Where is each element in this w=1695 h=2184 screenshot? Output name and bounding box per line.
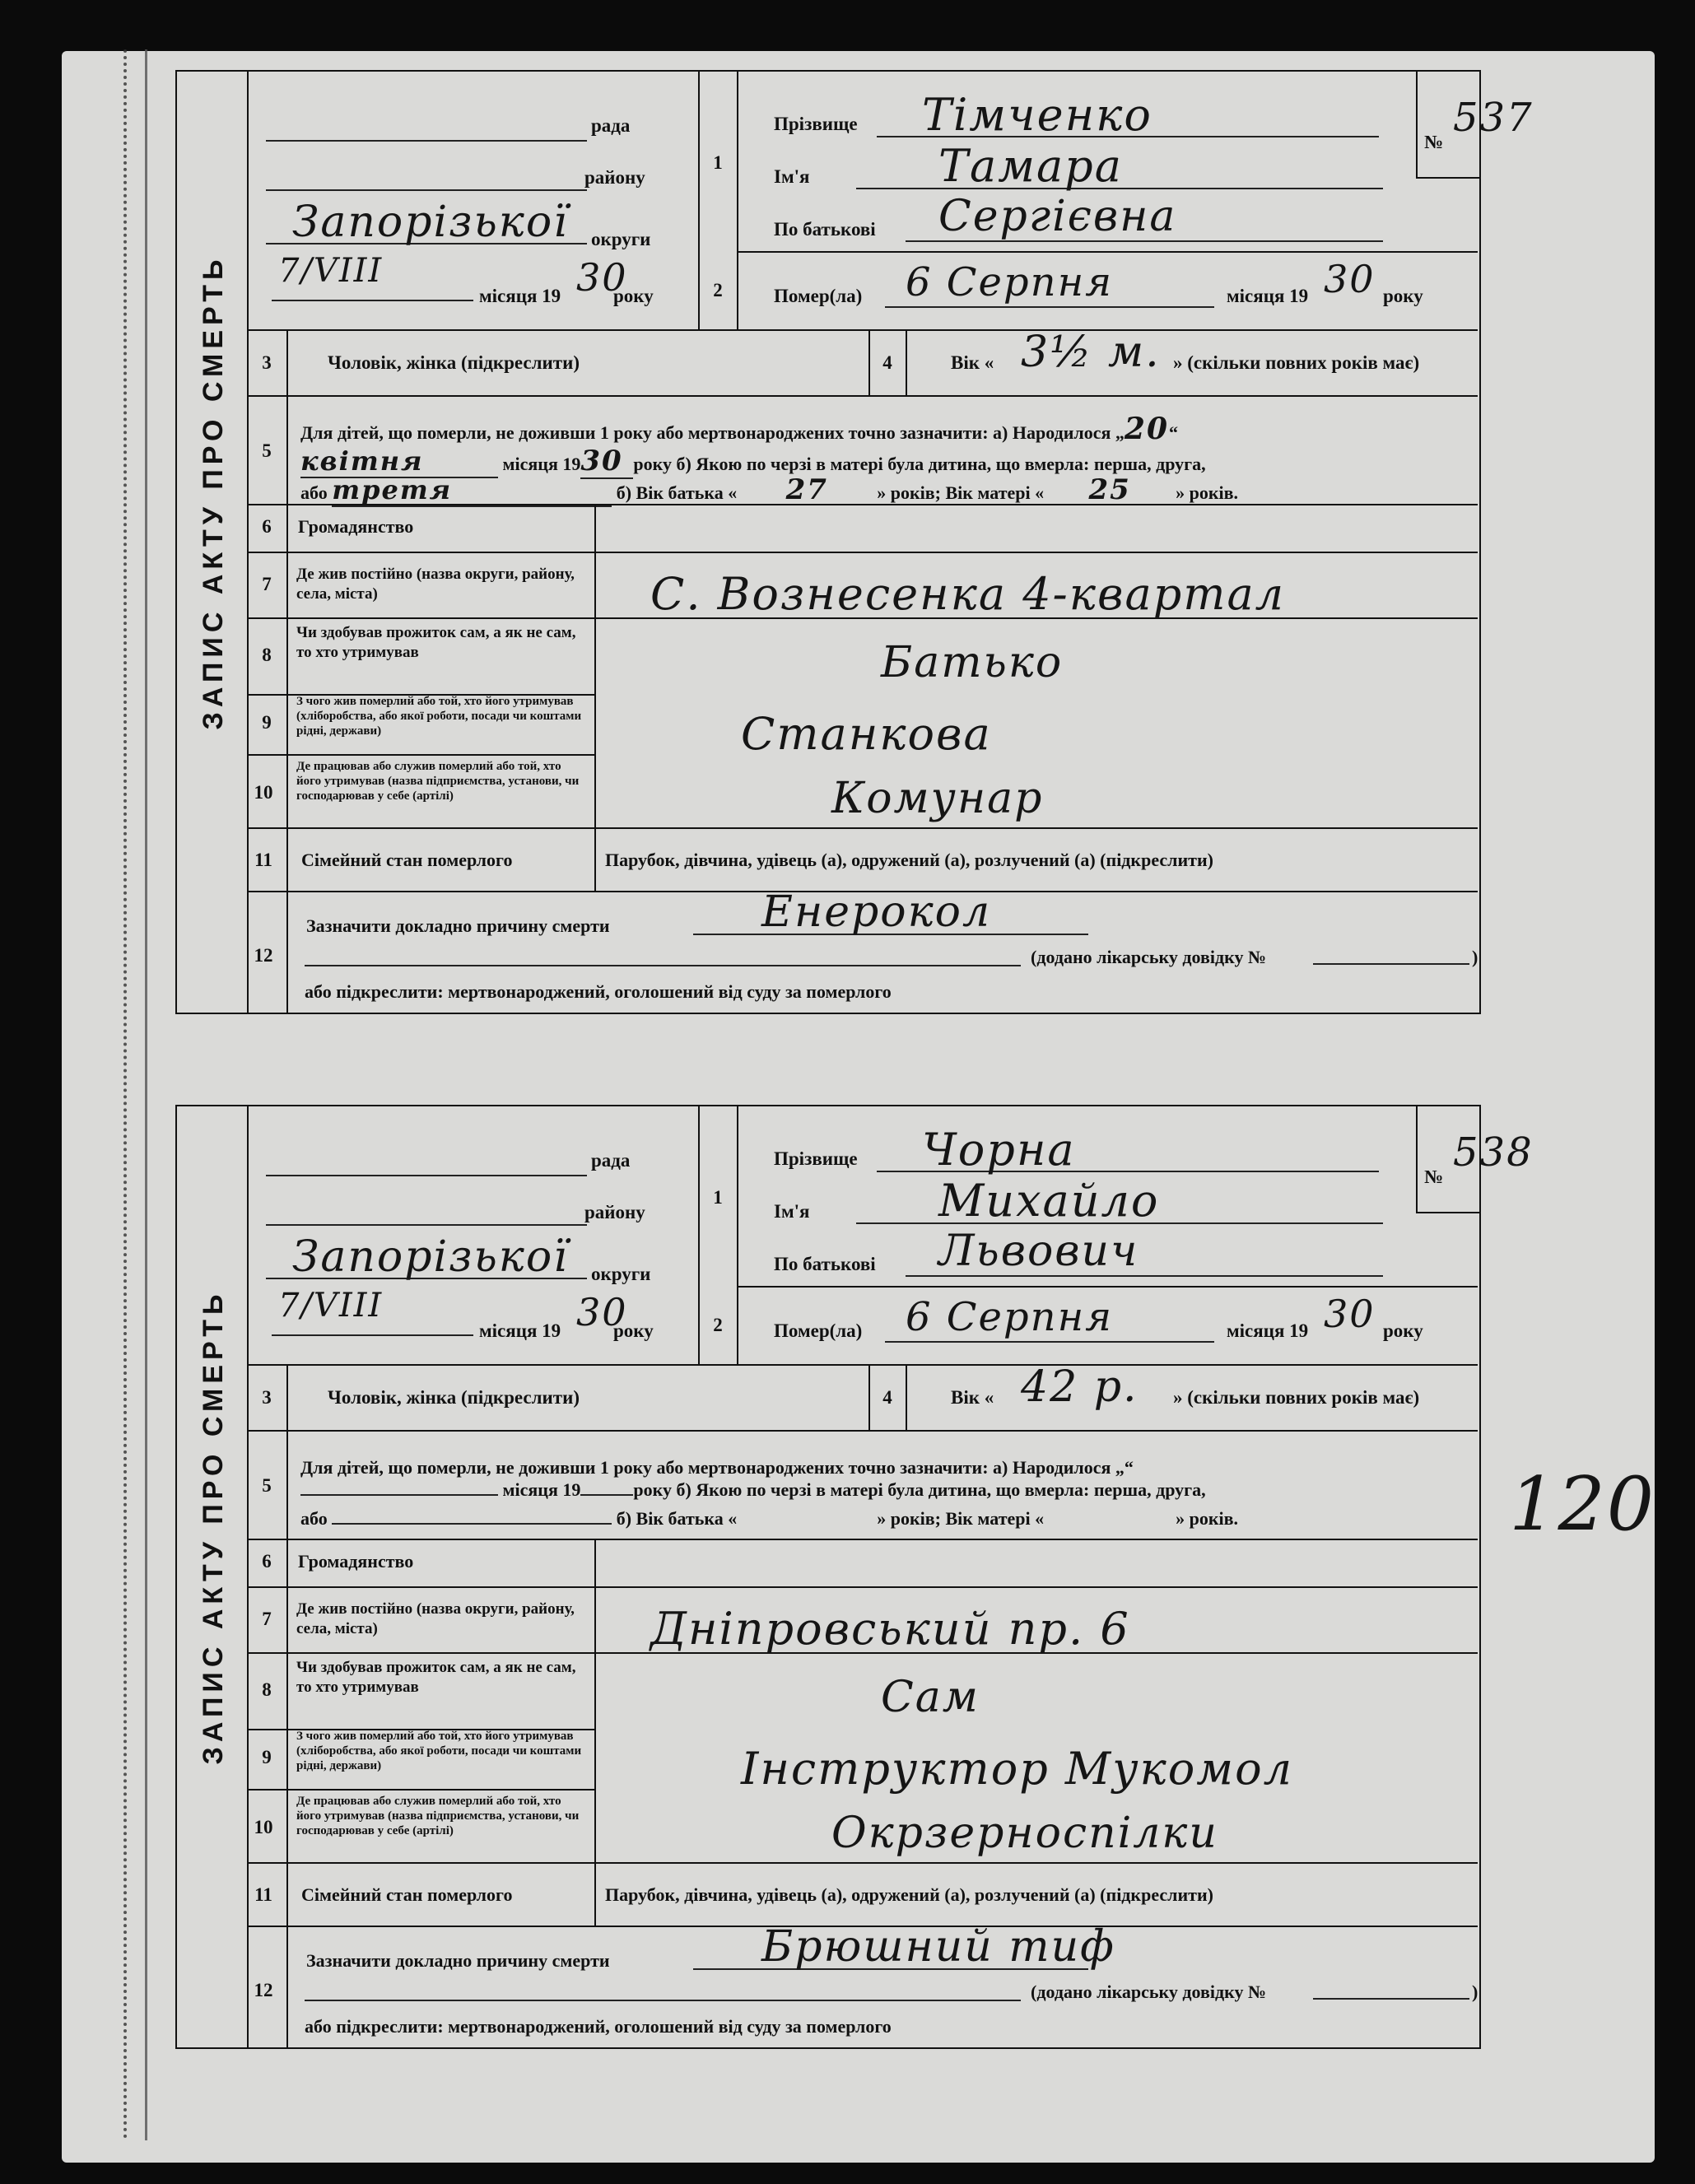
table-rule (247, 1789, 594, 1791)
support-value: Сам (881, 1673, 980, 1722)
table-rule (737, 1286, 1478, 1288)
row-number: 2 (713, 1315, 723, 1335)
marital-options: Парубок, дівчина, удівець (а), одружений (а), розлучений (а) (підкреслити) (605, 1884, 1213, 1905)
table-rule (247, 1586, 1478, 1588)
table-rule (247, 395, 1478, 397)
row-number: 12 (254, 1980, 273, 2000)
table-rule (737, 1105, 738, 1364)
stillborn-label: або підкреслити: мертвонароджений, оголошений від суду за померлого (305, 981, 892, 1002)
rayonu-label: району (584, 167, 645, 188)
fill-line (305, 2000, 1021, 2001)
born-day: 20 (1124, 412, 1170, 446)
binding-edge (123, 49, 147, 2140)
row-number: 3 (262, 352, 272, 373)
cause-label: Зазначити докладно причину смерти (306, 915, 610, 936)
r5-line1: Для дітей, що померли, не доживши 1 року або мертвонароджених точно зазначити: а) Народилося „“ (300, 1457, 1134, 1478)
workplace-label: Де працював або служив померлий або той, хто його утримував (назва підприємства, установи, чи господарював у себе (артілі) (296, 760, 580, 803)
row-number: 6 (262, 516, 272, 537)
number-label: № (1424, 1167, 1444, 1187)
table-rule (906, 1364, 907, 1430)
livelihood-label: З чого жив померлий або той, хто його утримував (хліборобства, або якої роботи, посади чи коштами рідні, держави) (296, 695, 582, 738)
row-number: 7 (262, 1609, 272, 1629)
birth-order (332, 1523, 612, 1525)
patronymic-label: По батькові (774, 219, 876, 240)
surname-value: Тімченко (922, 89, 1153, 141)
table-rule (286, 329, 288, 395)
born-month: квітня (300, 445, 498, 478)
row-number: 10 (254, 782, 273, 803)
table-rule (247, 754, 594, 756)
death-year-label: року (1383, 1320, 1423, 1341)
row-number: 5 (262, 1475, 272, 1496)
died-label: Помер(ла) (774, 286, 863, 306)
doctor-note-label: (додано лікарську довідку № (1031, 1981, 1267, 2002)
table-rule (247, 552, 1478, 553)
okruha-handwritten: Запорізької (292, 1232, 569, 1282)
table-rule (286, 1430, 288, 1539)
livelihood-value: Станкова (741, 708, 992, 760)
fill-line (266, 140, 587, 142)
age-post-label: » (скільки повних років має) (1173, 1387, 1420, 1408)
row-number: 11 (254, 1884, 272, 1905)
workplace-value: Окрзерноспілки (831, 1809, 1218, 1858)
table-rule (868, 329, 870, 395)
surname-value: Чорна (922, 1124, 1076, 1176)
birth-order: третя (332, 474, 612, 507)
reg-year-label: року (613, 1320, 654, 1341)
table-rule (247, 1105, 249, 2047)
r5-line3: або третя б) Вік батька « 27 » років; Вік матері « 25 » років. (300, 473, 1239, 506)
okruha-handwritten: Запорізької (292, 198, 569, 247)
fill-line (272, 300, 473, 301)
row-number: 11 (254, 850, 272, 870)
row-number: 3 (262, 1387, 272, 1408)
table-rule (247, 1862, 1478, 1864)
livelihood-label: З чого жив померлий або той, хто його утримував (хліборобства, або якої роботи, посади чи коштами рідні, держави) (296, 1730, 582, 1772)
table-rule (286, 504, 288, 1013)
table-rule (698, 70, 700, 329)
age-pre-label: Вік « (951, 1387, 994, 1408)
marital-label: Сімейний стан померлого (301, 850, 513, 870)
row-number: 12 (254, 945, 273, 966)
r5-line2: місяця 19 року б) Якою по черзі в матері була дитина, що вмерла: перша, друга, (300, 1479, 1206, 1501)
row-number: 10 (254, 1817, 273, 1837)
record-number: 537 (1453, 95, 1534, 141)
fill-line (1313, 963, 1469, 965)
workplace-value: Комунар (831, 774, 1044, 823)
death-year-label: року (1383, 286, 1423, 306)
row-number: 2 (713, 280, 723, 300)
side-title: ЗАПИС АКТУ ПРО СМЕРТЬ (198, 254, 229, 730)
died-label: Помер(ла) (774, 1320, 863, 1341)
table-rule (247, 70, 249, 1013)
citizenship-label: Громадянство (298, 516, 414, 537)
marital-options: Парубок, дівчина, удівець (а), одружений (а), розлучений (а) (підкреслити) (605, 850, 1213, 870)
cause-value: Енерокол (761, 887, 992, 937)
cause-value: Брюшний тиф (761, 1922, 1115, 1972)
surname-label: Прізвище (774, 1148, 858, 1169)
row-number: 1 (713, 152, 723, 173)
okruhy-label: округи (591, 1264, 651, 1284)
fill-line (272, 1334, 473, 1336)
r5-line1: Для дітей, що померли, не доживши 1 року або мертвонароджених точно зазначити: а) Народилося „20“ (300, 412, 1179, 446)
death-month-label: місяця 19 (1227, 286, 1309, 306)
born-year (580, 1494, 633, 1496)
table-rule (594, 504, 596, 891)
record-number: 538 (1453, 1129, 1534, 1176)
residence-label: Де жив постійно (назва округи, району, села, міста) (296, 1600, 575, 1637)
livelihood-value: Інструктор Мукомол (741, 1743, 1293, 1795)
reg-month-label: місяця 19 (479, 1320, 561, 1341)
death-date: 6 Серпня (906, 259, 1113, 305)
stillborn-label: або підкреслити: мертвонароджений, оголошений від суду за померлого (305, 2016, 892, 2037)
table-rule (247, 1430, 1478, 1432)
registration-year: 30 (576, 1290, 628, 1334)
death-month-label: місяця 19 (1227, 1320, 1309, 1341)
table-rule (247, 329, 1478, 331)
registration-day: 7/VIII (278, 1287, 384, 1325)
r5-line2: квітня місяця 1930 року б) Якою по черзі в матері була дитина, що вмерла: перша, друга, (300, 445, 1206, 477)
father-age: 27 (785, 473, 828, 506)
workplace-label: Де працював або служив померлий або той, хто його утримував (назва підприємства, установи, чи господарював у себе (артілі) (296, 1795, 580, 1837)
rada-label: рада (591, 1150, 631, 1171)
row-number: 9 (262, 1747, 272, 1767)
patronymic-value: Львович (938, 1227, 1139, 1276)
name-value: Тамара (938, 140, 1123, 192)
fill-line (885, 1341, 1214, 1343)
fill-line (266, 189, 587, 191)
table-rule (286, 395, 288, 504)
okruhy-label: округи (591, 229, 651, 249)
table-rule (868, 1364, 870, 1430)
table-rule (737, 251, 1478, 253)
table-rule (737, 70, 738, 329)
registration-year: 30 (576, 255, 628, 300)
side-title: ЗАПИС АКТУ ПРО СМЕРТЬ (198, 1289, 229, 1765)
table-rule (247, 1539, 1478, 1540)
patronymic-value: Сергієвна (938, 192, 1177, 241)
marital-label: Сімейний стан померлого (301, 1884, 513, 1905)
age-value: 3½ м. (1021, 328, 1161, 377)
support-label: Чи здобував прожиток сам, а як не сам, то хто утримував (296, 624, 576, 661)
rada-label: рада (591, 115, 631, 136)
table-rule (286, 1539, 288, 2047)
row-number: 1 (713, 1187, 723, 1208)
rayonu-label: району (584, 1202, 645, 1222)
reg-month-label: місяця 19 (479, 286, 561, 306)
row-number: 6 (262, 1551, 272, 1572)
doctor-note-label: (додано лікарську довідку № (1031, 947, 1267, 967)
name-value: Михайло (938, 1175, 1160, 1227)
death-date: 6 Серпня (906, 1294, 1113, 1340)
table-rule (247, 827, 1478, 829)
sex-label: Чоловік, жінка (підкреслити) (328, 352, 580, 373)
fill-line (305, 965, 1021, 966)
name-label: Ім'я (774, 1201, 810, 1222)
registration-day: 7/VIII (278, 252, 384, 290)
table-rule (906, 329, 907, 395)
sex-label: Чоловік, жінка (підкреслити) (328, 1387, 580, 1408)
row-number: 8 (262, 645, 272, 665)
table-rule (594, 1539, 596, 1926)
age-post-label: » (скільки повних років має) (1173, 352, 1420, 373)
death-year: 30 (1324, 257, 1376, 301)
row-number: 9 (262, 712, 272, 733)
death-year: 30 (1324, 1292, 1376, 1336)
r5-line3: або б) Вік батька « » років; Вік матері « » років. (300, 1508, 1239, 1529)
born-year: 30 (580, 445, 633, 479)
patronymic-label: По батькові (774, 1254, 876, 1274)
table-rule (286, 1364, 288, 1430)
fill-line (266, 1224, 587, 1226)
table-rule (247, 1364, 1478, 1366)
row-number: 4 (882, 1387, 892, 1408)
row-number: 4 (882, 352, 892, 373)
cause-label: Зазначити докладно причину смерти (306, 1950, 610, 1971)
residence-value: С. Вознесенка 4-квартал (650, 568, 1286, 620)
fill-line (885, 306, 1214, 308)
fill-line (1313, 1998, 1469, 2000)
page-number: 120 (1509, 1461, 1655, 1548)
name-label: Ім'я (774, 166, 810, 187)
age-value: 42 р. (1021, 1362, 1139, 1412)
age-pre-label: Вік « (951, 352, 994, 373)
table-rule (698, 1105, 700, 1364)
mother-age: 25 (1088, 473, 1131, 506)
citizenship-label: Громадянство (298, 1551, 414, 1572)
residence-value: Дніпровський пр. 6 (650, 1603, 1130, 1655)
born-month (300, 1494, 498, 1496)
number-label: № (1424, 132, 1444, 152)
row-number: 5 (262, 440, 272, 461)
reg-year-label: року (613, 286, 654, 306)
support-label: Чи здобував прожиток сам, а як не сам, то хто утримував (296, 1659, 576, 1696)
surname-label: Прізвище (774, 114, 858, 134)
residence-label: Де жив постійно (назва округи, району, села, міста) (296, 566, 575, 603)
support-value: Батько (881, 638, 1064, 687)
row-number: 8 (262, 1679, 272, 1700)
row-number: 7 (262, 574, 272, 594)
fill-line (266, 1175, 587, 1176)
